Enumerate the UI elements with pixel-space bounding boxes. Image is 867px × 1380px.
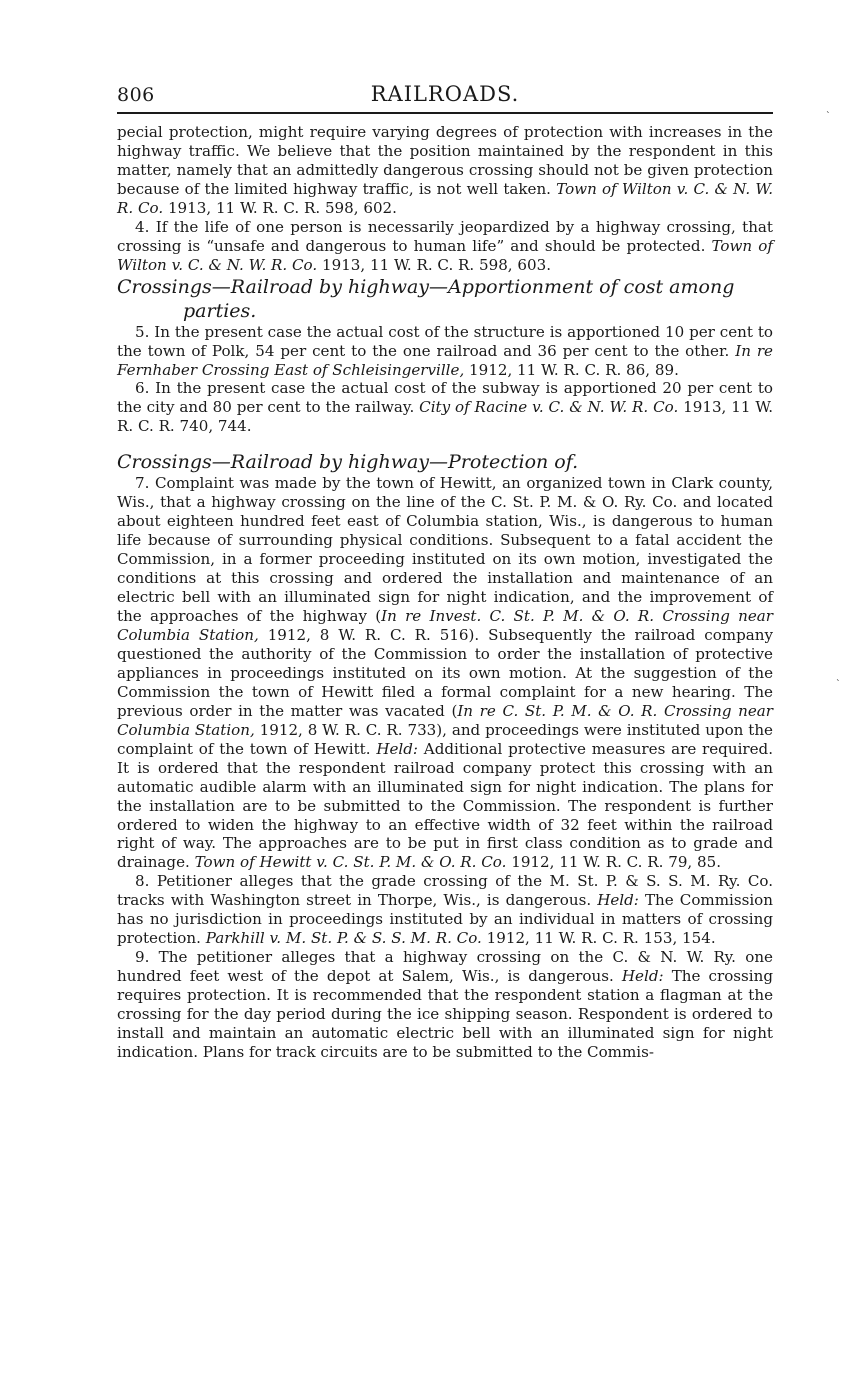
scan-speck-mark: ˎ: [826, 104, 831, 114]
section-heading-protection: Crossings—Railroad by highway—Protection of.: [117, 451, 579, 474]
held-label: Held:: [597, 891, 639, 910]
running-title: RAILROADS.: [370, 82, 520, 106]
held-label: Held:: [376, 739, 418, 758]
paragraph-text: 1913, 11 W. R. C. R. 598, 603.: [317, 255, 552, 274]
held-label: Held:: [621, 967, 664, 986]
paragraph-5: [117, 323, 773, 380]
case-citation: Town of Wilton v. C. & N. W. R. Co.: [117, 236, 773, 274]
document-page: [117, 82, 773, 1062]
paragraph-text: 1913, 11 W. R. C. R. 740, 744.: [117, 398, 774, 436]
paragraph-text: 1912, 11 W. R. C. R. 79, 85.: [506, 853, 722, 872]
case-citation: In re C. St. P. M. & O. R. Crossing near Columbia Station,: [117, 701, 774, 739]
body-text: [117, 123, 773, 1062]
page-number: 806: [117, 84, 155, 106]
section-heading-apportionment: Crossings—Railroad by highway—Apportionment of cost among parties.: [117, 275, 735, 322]
paragraph-text: The crossing requires protection. It is recommended that the respondent station a flagman at the crossing for the day period during the ice shipping season. Respondent is ordered to install and maintain an automatic electric bell with an illuminated sign for night indication. Plans for track circuits are to be submitted to the Commis-: [117, 967, 774, 1061]
paragraph-6: [117, 379, 773, 436]
case-citation: Parkhill v. M. St. P. & S. S. M. R. Co.: [205, 929, 482, 948]
paragraph-text: 5. In the present case the actual cost of the structure is apportioned 10 per cent to the town of Polk, 54 per cent to the one railroad and 36 per cent to the other.: [117, 322, 773, 360]
paragraph-9: [117, 948, 773, 1062]
case-citation: In re Fernhaber Crossing East of Schleisingerville,: [117, 341, 773, 379]
case-citation: Town of Wilton v. C. & N. W. R. Co.: [117, 179, 773, 217]
paragraph-text: 6. In the present case the actual cost of the subway is apportioned 20 per cent to the city and 80 per cent to the railway.: [117, 379, 773, 417]
case-citation: City of Racine v. C. & N. W. R. Co.: [419, 398, 679, 417]
paragraph-text: Additional protective measures are required. It is ordered that the respondent railroad company protect this crossing with an automatic audible alarm with an illuminated sign for night indication. The plans for the installation are to be submitted to the Commission. The respondent is further ordered to widen the highway to an effective width of 32 feet within the railroad right of way. The approaches are to be put in first class condition as to grade and drainage.: [117, 739, 774, 872]
paragraph-8: [117, 872, 773, 948]
paragraph-text: 1912, 8 W. R. C. R. 733), and proceedings were instituted upon the complaint of the town of Hewitt.: [117, 720, 773, 758]
paragraph-text: 1912, 8 W. R. C. R. 516). Subsequently the railroad company questioned the authority of the Commission to order the installation of protective appliances in proceedings instituted on its own motion. At the suggestion of the Commission the town of Hewitt filed a formal complaint for a new hearing. The previous order in the matter was vacated (: [117, 625, 774, 720]
paragraph-text: 1913, 11 W. R. C. R. 598, 602.: [163, 198, 397, 217]
paragraph-text: The Commission has no jurisdiction in proceedings instituted by an individual in matters of crossing protection.: [117, 891, 773, 948]
case-citation: Town of Hewitt v. C. St. P. M. & O. R. Co.: [194, 853, 507, 872]
paragraph-text: 1912, 11 W. R. C. R. 153, 154.: [481, 929, 716, 948]
running-header: [117, 82, 773, 114]
paragraph-text: 8. Petitioner alleges that the grade crossing of the M. St. P. & S. S. M. Ry. Co. tracks with Washington street in Thorpe, Wis., is dangerous.: [117, 872, 773, 910]
paragraph-text: 9. The petitioner alleges that a highway crossing on the C. & N. W. Ry. one hundred feet west of the depot at Salem, Wis., is dangerous.: [117, 948, 773, 986]
scan-speck-mark: ˎ: [836, 672, 841, 682]
case-citation: In re Invest. C. St. P. M. & O. R. Crossing near Columbia Station,: [117, 607, 774, 644]
paragraph-continued: [117, 123, 773, 218]
paragraph-4: [117, 218, 773, 275]
paragraph-text: 7. Complaint was made by the town of Hewitt, an organized town in Clark county, Wis., that a highway crossing on the line of the C. St. P. M. & O. Ry. Co. and located about eighteen hundred feet east of Columbia station, Wis., is dangerous to human life because of surrounding physical conditions. Subsequent to a fatal accident the Commission, in a former proceeding instituted on its own motion, investigated the conditions at this crossing and ordered the installation and maintenance of an electric bell with an illuminated sign for night indication, and the improvement of the approaches of the highway (: [117, 474, 773, 626]
paragraph-7: [117, 474, 773, 872]
paragraph-text: 1912, 11 W. R. C. R. 86, 89.: [464, 360, 679, 379]
paragraph-text: 4. If the life of one person is necessarily jeopardized by a highway crossing, that crossing is “unsafe and dangerous to human life” and should be protected.: [117, 217, 773, 255]
paragraph-text: pecial protection, might require varying degrees of protection with increases in the highway traffic. We believe that the position maintained by the respondent in this matter, namely that an admittedly dangerous crossing should not be given protection because of the limited highway traffic, is not well taken.: [117, 123, 773, 198]
